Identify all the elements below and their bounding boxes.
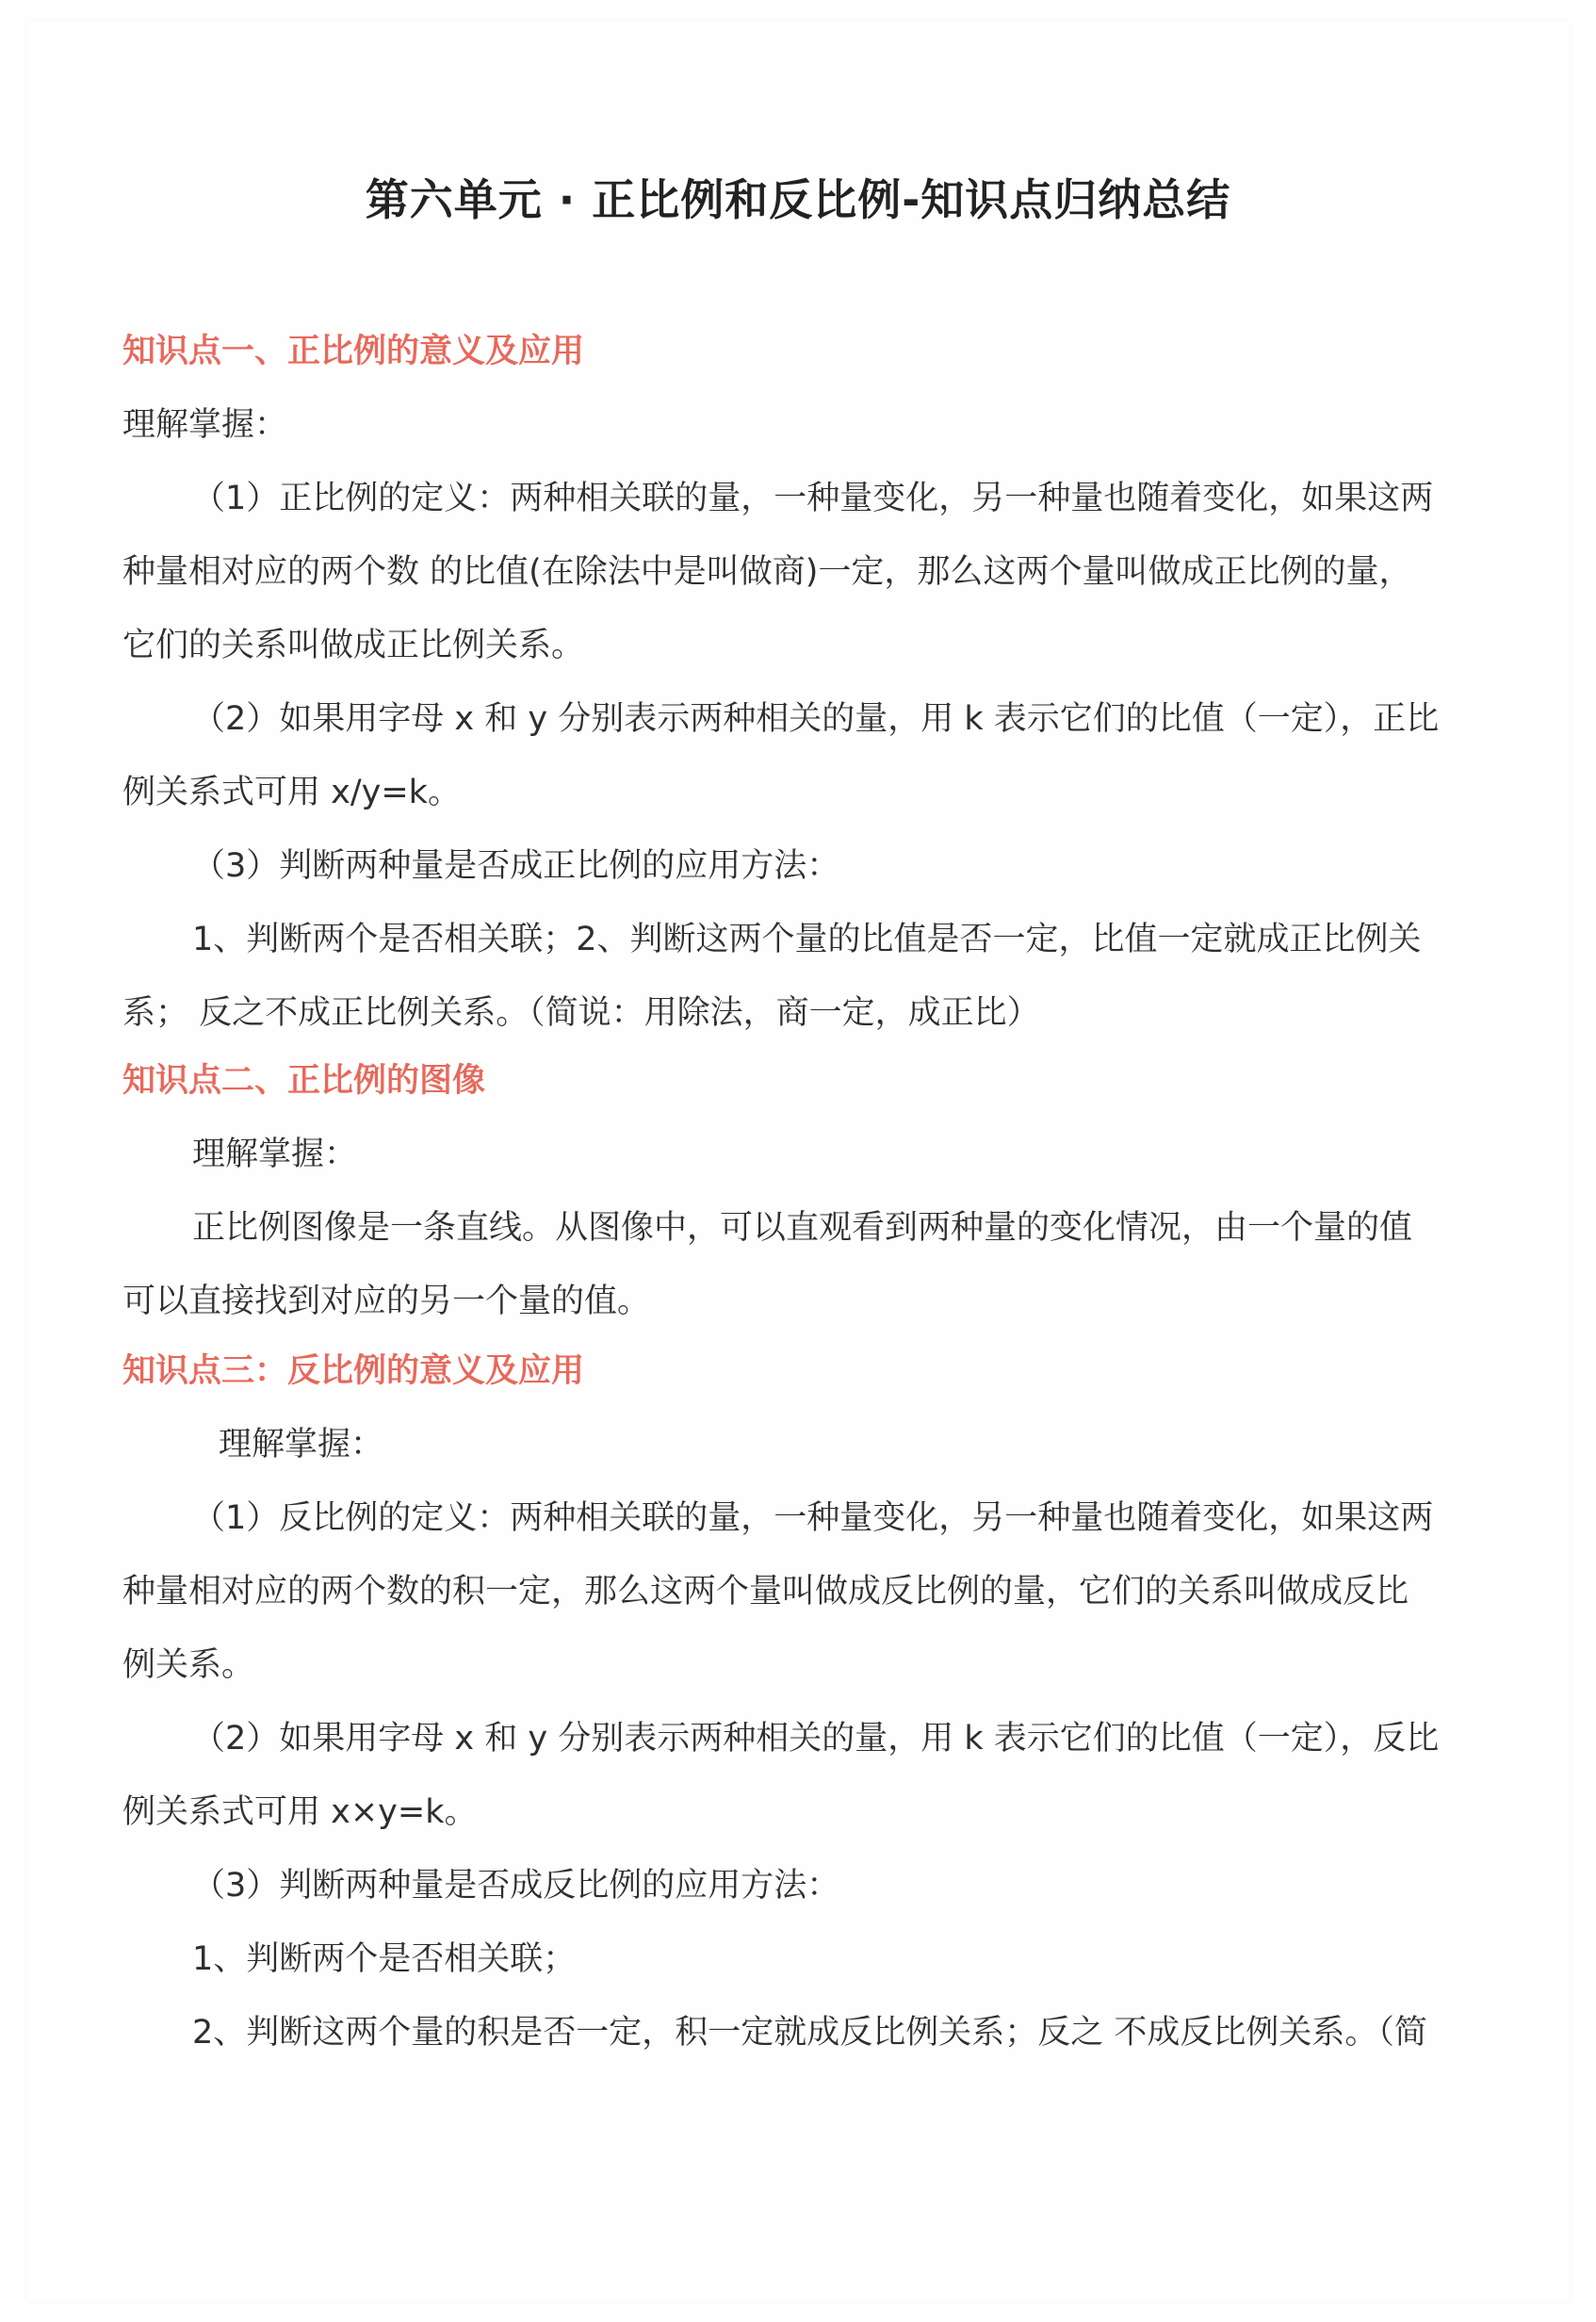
paragraph-line: 2、判断这两个量的积是否一定，积一定就成反比例关系；反之 不成反比例关系。（简 bbox=[192, 2014, 1427, 2052]
section-heading-1: 知识点一、正比例的意义及应用 bbox=[122, 333, 585, 370]
paragraph-line: 它们的关系叫做成正比例关系。 bbox=[122, 627, 585, 664]
paragraph-line: 例关系式可用 x/y=k。 bbox=[122, 774, 461, 811]
understand-label-1: 理解掌握： bbox=[122, 406, 288, 444]
paragraph-line: 可以直接找到对应的另一个量的值。 bbox=[122, 1283, 651, 1320]
paragraph-line: 正比例图像是一条直线。从图像中，可以直观看到两种量的变化情况，由一个量的值 bbox=[192, 1209, 1413, 1247]
paragraph-line: （1）反比例的定义：两种相关联的量，一种量变化，另一种量也随着变化，如果这两 bbox=[192, 1499, 1434, 1537]
paragraph-line: （2）如果用字母 x 和 y 分别表示两种相关的量，用 k 表示它们的比值（一定），正比 bbox=[192, 700, 1440, 738]
understand-label-2: 理解掌握： bbox=[192, 1136, 358, 1173]
paragraph-line: 系； 反之不成正比例关系。（简说：用除法，商一定，成正比） bbox=[122, 994, 1040, 1032]
understand-label-3: 理解掌握： bbox=[219, 1426, 384, 1464]
paragraph-line: （1）正比例的定义：两种相关联的量，一种量变化，另一种量也随着变化，如果这两 bbox=[192, 480, 1434, 517]
paragraph-line: （3）判断两种量是否成反比例的应用方法： bbox=[192, 1867, 840, 1905]
section-heading-3: 知识点三：反比例的意义及应用 bbox=[122, 1352, 585, 1390]
page-title: 第六单元 · 正比例和反比例-知识点归纳总结 bbox=[365, 174, 1231, 225]
paragraph-line: 种量相对应的两个数 的比值(在除法中是叫做商)一定，那么这两个量叫做成正比例的量， bbox=[122, 553, 1412, 591]
paragraph-line: （3）判断两种量是否成正比例的应用方法： bbox=[192, 847, 840, 885]
paragraph-line: 1、判断两个是否相关联； bbox=[192, 1940, 577, 1978]
paragraph-line: （2）如果用字母 x 和 y 分别表示两种相关的量，用 k 表示它们的比值（一定），反比 bbox=[192, 1720, 1440, 1758]
paragraph-line: 1、判断两个是否相关联；2、判断这两个量的比值是否一定，比值一定就成正比例关 bbox=[192, 921, 1422, 958]
paragraph-line: 例关系式可用 x×y=k。 bbox=[122, 1793, 478, 1831]
paragraph-line: 种量相对应的两个数的积一定，那么这两个量叫做成反比例的量，它们的关系叫做成反比 bbox=[122, 1573, 1409, 1611]
section-heading-2: 知识点二、正比例的图像 bbox=[122, 1062, 486, 1100]
paragraph-line: 例关系。 bbox=[122, 1646, 255, 1684]
